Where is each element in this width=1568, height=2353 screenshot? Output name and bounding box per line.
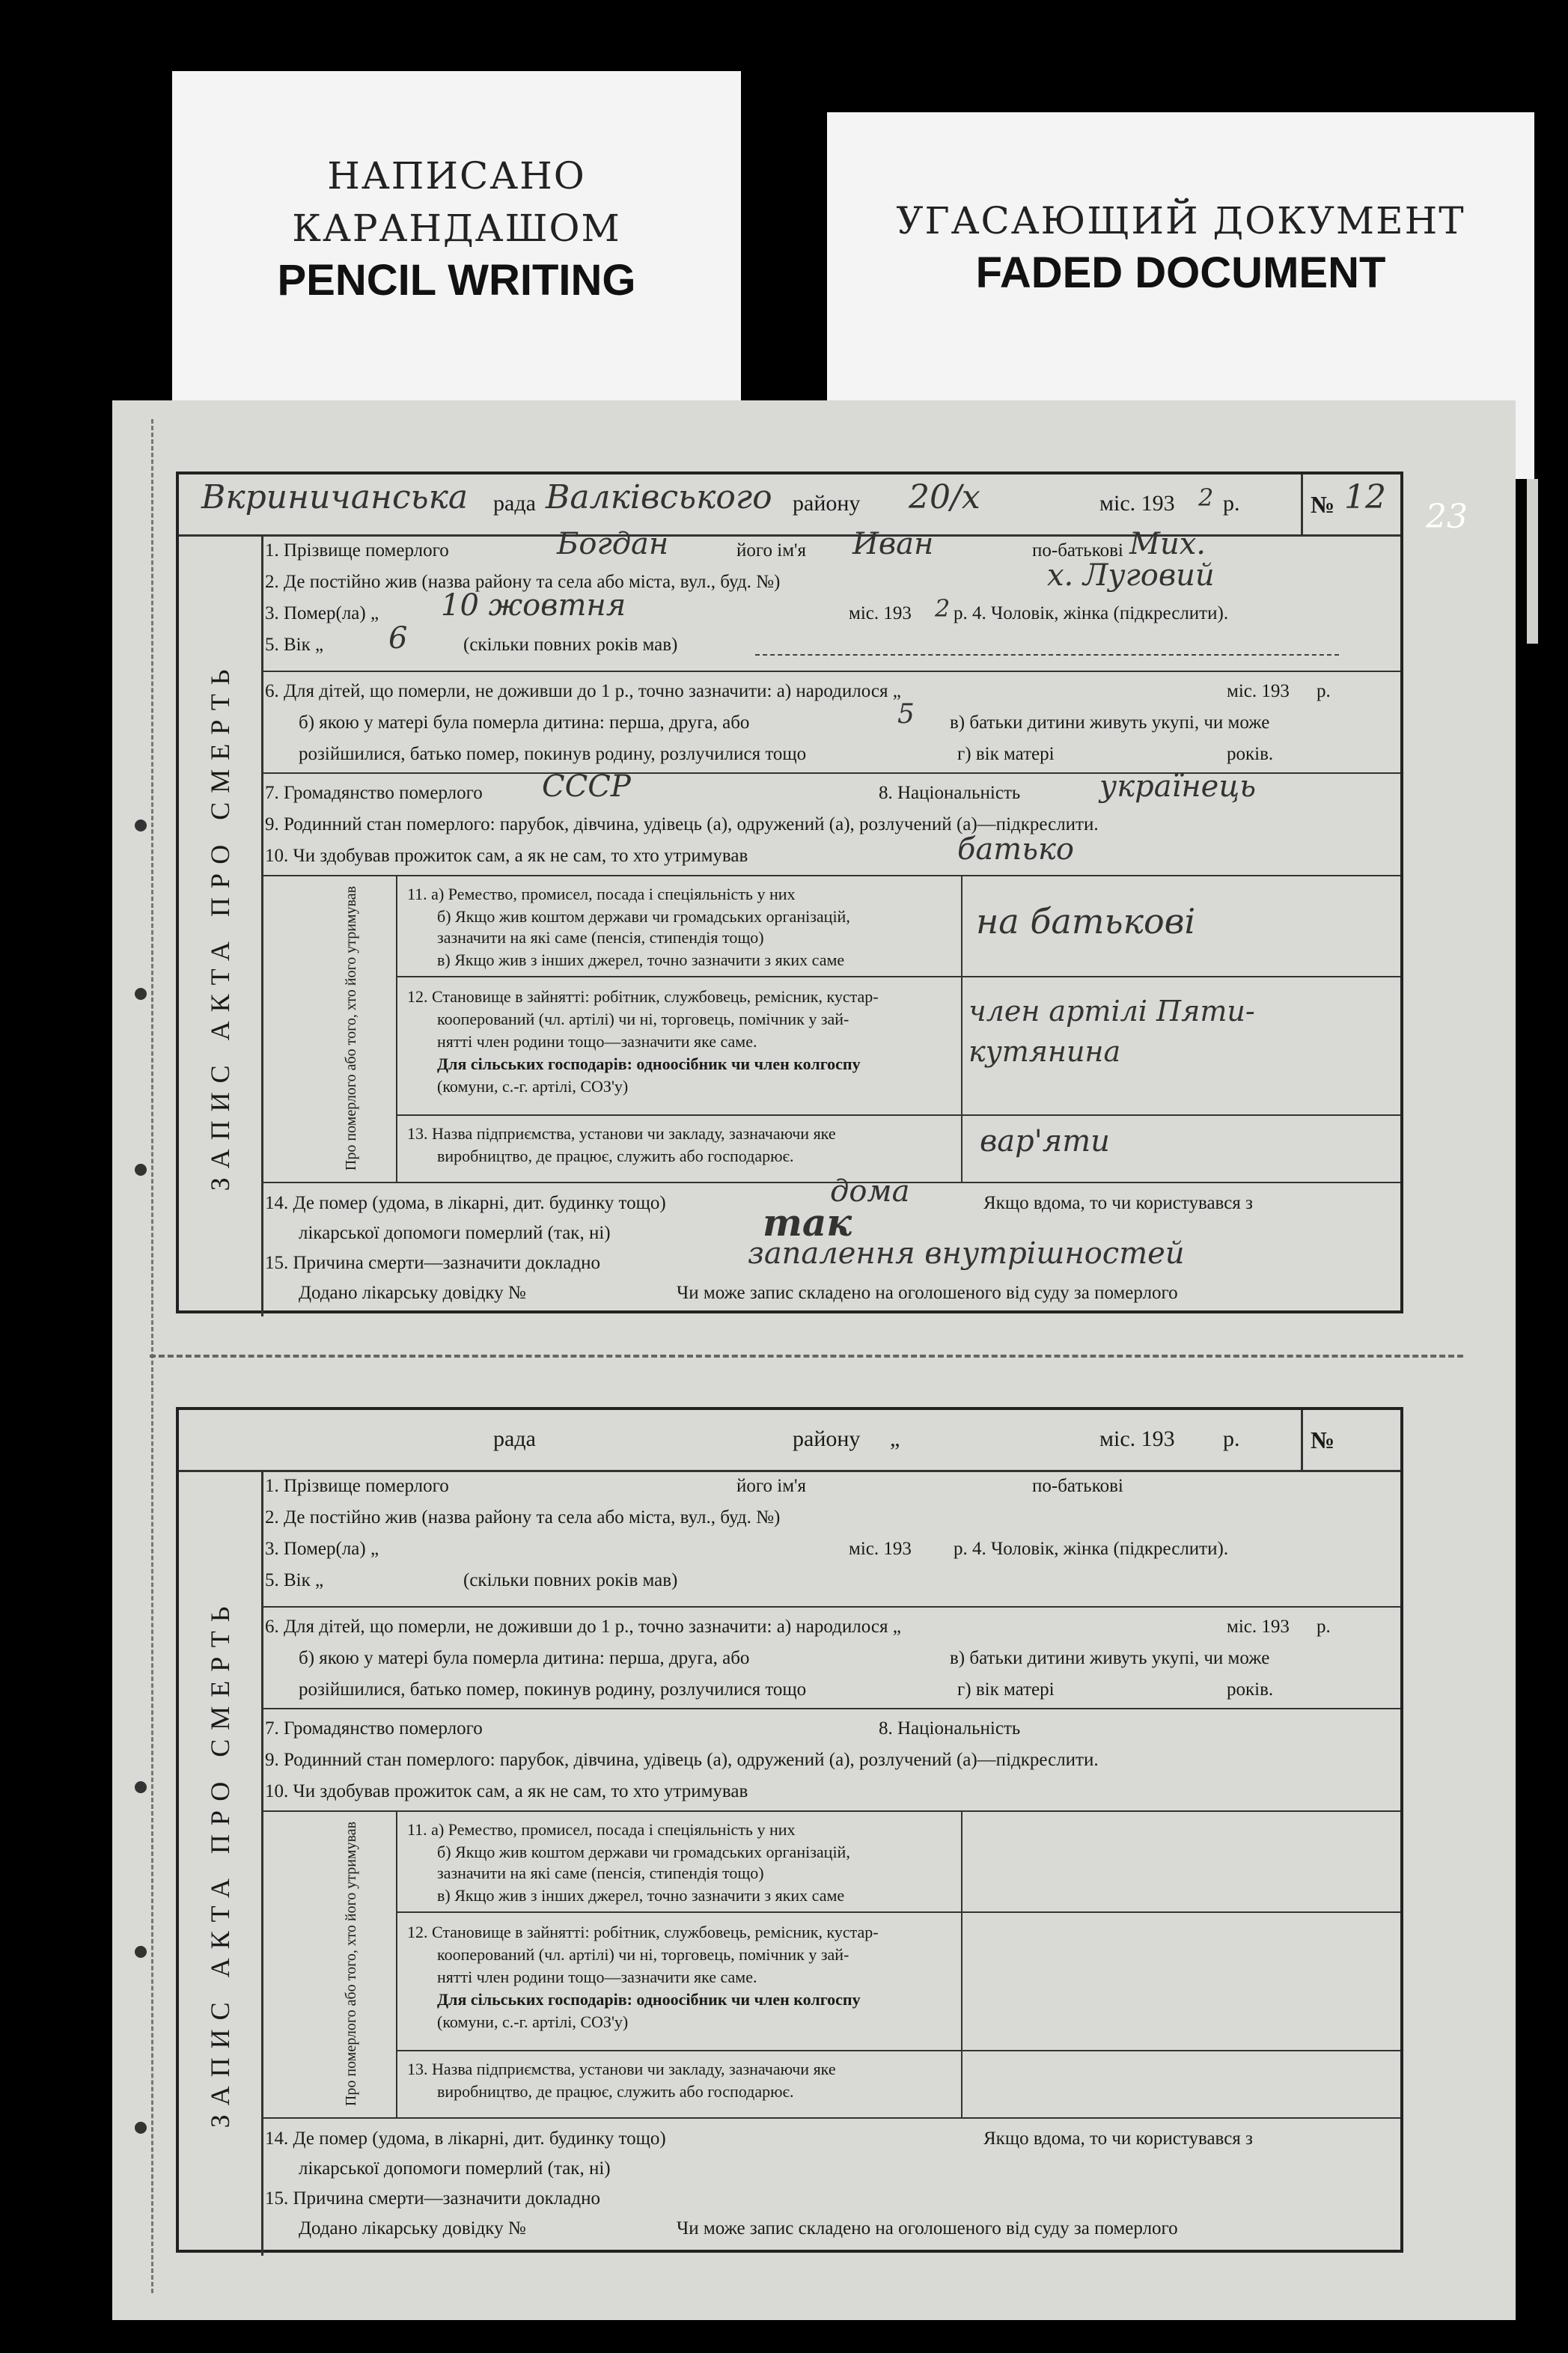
line14b-label: Якщо вдома, то чи користувався з — [983, 2128, 1253, 2149]
line5-blank — [755, 654, 1339, 656]
month-label: міс. 193 — [1099, 1426, 1175, 1451]
died-year-digit: 2 — [935, 594, 951, 623]
rayon-value: Валківського — [546, 478, 772, 516]
card-pencil-ru-line2: КАРАНДАШОМ — [292, 207, 621, 250]
line12b: кооперований (чл. артілі) чи ні, торговець, помічник у зай- — [437, 1010, 849, 1028]
line11d: в) Якщо жив з інших джерел, точно зазначити з яких саме — [437, 1886, 845, 1905]
line1-label: 1. Прізвище померлого — [265, 1476, 449, 1496]
divider — [396, 2050, 1400, 2051]
line15-label: 15. Причина смерти—зазначити докладно — [265, 2188, 600, 2209]
surname-value: Богдан — [557, 527, 669, 561]
line11a: 11. а) Ремество, промисел, посада і спеціяльність у них — [407, 885, 796, 903]
line12d: Для сільських господарів: одноосібник чи член колгоспу — [437, 1055, 861, 1073]
day-quote: „ — [890, 1426, 900, 1451]
side-mark: 23 — [1426, 498, 1468, 536]
death-record-form-bottom — [176, 1407, 1403, 2253]
field11-value: на батькові — [976, 901, 1196, 941]
rada-value: Вкриничанська — [201, 478, 469, 516]
divider — [961, 875, 963, 1182]
line5-label: 5. Вік „ — [265, 635, 324, 655]
subsection-label: Про померлого або того, хто його утримував — [343, 885, 359, 1171]
line3-month-label: міс. 193 — [849, 603, 912, 623]
line16-label: Додано лікарську довідку № — [299, 2218, 526, 2238]
line7-label: 7. Громадянство померлого — [265, 1718, 483, 1739]
subsection-vertical — [306, 1810, 396, 2117]
line9-label: 9. Родинний стан померлого: парубок, дівчина, удівець (а), одружений (а), розлучений (а)—підкреслити. — [265, 814, 1099, 834]
divider — [396, 1810, 397, 2117]
line14-label: 14. Де помер (удома, в лікарні, дит. будинку тощо) — [265, 1193, 666, 1213]
line6e-label: г) вік матері — [957, 1679, 1055, 1700]
line8-label: 8. Національність — [879, 783, 1021, 803]
line12d: Для сільських господарів: одноосібник чи член колгоспу — [437, 1990, 861, 2009]
line14c-label: лікарської допомоги померлий (так, ні) — [299, 1223, 611, 1243]
line12a: 12. Становище в зайнятті: робітник, службовець, ремісник, кустар- — [407, 1923, 879, 1941]
line6f-label: років. — [1227, 1679, 1274, 1700]
died-date-value: 10 жовтня — [441, 588, 626, 623]
line6b-label: б) якою у матері була померла дитина: перша, друга, або — [299, 712, 750, 733]
card-pencil-en: PENCIL WRITING — [277, 256, 636, 305]
field14b-value: так — [763, 1200, 852, 1245]
line3-sex-label: р. 4. Чоловік, жінка (підкреслити). — [954, 603, 1229, 623]
punch-hole — [135, 820, 147, 831]
age-value: 6 — [388, 621, 408, 656]
rada-label: рада — [493, 491, 536, 516]
line12c: нятті член родини тощо—зазначити яке саме. — [437, 1032, 757, 1051]
line3-sex-label: р. 4. Чоловік, жінка (підкреслити). — [954, 1539, 1229, 1559]
day-value: 20/х — [909, 478, 980, 516]
line1-patronymic-label: по-батькові — [1032, 1476, 1123, 1496]
subsection-vertical — [306, 875, 396, 1182]
supporter-value: батько — [957, 832, 1074, 867]
line6f-label: років. — [1227, 744, 1274, 764]
line6-label: 6. Для дітей, що померли, не доживши до 1 р., точно зазначити: а) народилося „ — [265, 681, 901, 701]
line12b: кооперований (чл. артілі) чи ні, торговець, помічник у зай- — [437, 1945, 849, 1964]
form-header — [179, 474, 1400, 537]
line6-month: міс. 193 — [1227, 681, 1290, 701]
line3-label: 3. Помер(ла) „ — [265, 603, 379, 623]
rayon-label: району — [793, 1426, 861, 1451]
line12e: (комуни, с.-г. артілі, СОЗ'у) — [437, 1077, 629, 1096]
divider — [261, 1606, 1400, 1608]
line11b: б) Якщо жив коштом держави чи громадських організацій, — [437, 1843, 850, 1861]
divider — [961, 1810, 963, 2117]
card-faded-en: FADED DOCUMENT — [975, 248, 1386, 297]
line11c: зазначити на які саме (пенсія, стипендія тощо) — [437, 1864, 764, 1882]
line11a: 11. а) Ремество, промисел, посада і спеціяльність у них — [407, 1820, 796, 1839]
month-label: міс. 193 — [1099, 491, 1175, 516]
line1-label: 1. Прізвище померлого — [265, 540, 449, 561]
line1-patronymic-label: по-батькові — [1032, 540, 1123, 561]
card-pencil-ru-line1: НАПИСАНО — [327, 154, 586, 198]
year-suffix: р. — [1223, 491, 1240, 516]
card-faded-ru: УГАСАЮЩИЙ ДОКУМЕНТ — [896, 199, 1465, 242]
line5-label: 5. Вік „ — [265, 1570, 324, 1590]
form-title-text: ЗАПИС АКТА ПРО СМЕРТЬ — [205, 660, 235, 1191]
line6c-label: в) батьки дитини живуть укупі, чи може — [950, 712, 1270, 733]
divider — [396, 1911, 1400, 1913]
line12a: 12. Становище в зайнятті: робітник, службовець, ремісник, кустар- — [407, 987, 879, 1006]
pencil-writing-card — [172, 71, 741, 430]
divider — [261, 1708, 1400, 1709]
punch-hole — [135, 1781, 147, 1793]
line5-note: (скільки повних років мав) — [463, 635, 678, 655]
line14b-label: Якщо вдома, то чи користувався з — [983, 1193, 1253, 1213]
divider — [396, 976, 1400, 977]
line13b: виробництво, де працює, служить або господарює. — [437, 2082, 794, 2101]
line6e-label: г) вік матері — [957, 744, 1055, 764]
line11d: в) Якщо жив з інших джерел, точно зазначити з яких саме — [437, 950, 845, 969]
line6-label: 6. Для дітей, що померли, не доживши до 1 р., точно зазначити: а) народилося „ — [265, 1617, 901, 1637]
nationality-value: українець — [1099, 769, 1257, 804]
line6d-label: розійшилися, батько помер, покинув родину, розлучилися тощо — [299, 1679, 807, 1700]
rada-label: рада — [493, 1426, 536, 1451]
form-title-vertical — [179, 534, 263, 1316]
line3-label: 3. Помер(ла) „ — [265, 1539, 379, 1559]
line13a: 13. Назва підприємства, установи чи закладу, зазначаючи яке — [407, 2060, 836, 2078]
field12-value: член артілі Пяти- кутянина — [968, 995, 1255, 1068]
punch-hole — [135, 1164, 147, 1176]
number-label: № — [1311, 491, 1335, 518]
line8-label: 8. Національність — [879, 1718, 1021, 1739]
line6d-label: розійшилися, батько помер, покинув родину, розлучилися тощо — [299, 744, 807, 764]
line2-label: 2. Де постійно жив (назва району та села або міста, вул., буд. №) — [265, 1507, 781, 1528]
divider — [261, 1810, 1400, 1812]
line13b: виробництво, де працює, служить або господарює. — [437, 1147, 794, 1165]
rayon-label: району — [793, 491, 861, 516]
line6c-label: в) батьки дитини живуть укупі, чи може — [950, 1648, 1270, 1668]
divider — [396, 875, 397, 1182]
punch-hole — [135, 1946, 147, 1958]
line6-year: р. — [1317, 1617, 1331, 1637]
field14-value: дома — [830, 1174, 910, 1209]
form-title-vertical — [179, 1470, 263, 2256]
line10-label: 10. Чи здобував прожиток сам, а як не сам, то хто утримував — [265, 1781, 748, 1801]
line5-note: (скільки повних років мав) — [463, 1570, 678, 1590]
line16b-label: Чи може запис складено на оголошеного від суду за померлого — [677, 1283, 1178, 1303]
line12e: (комуни, с.-г. артілі, СОЗ'у) — [437, 2012, 629, 2031]
line12c: нятті член родини тощо—зазначити яке саме. — [437, 1968, 757, 1986]
year-digit: 2 — [1198, 483, 1214, 512]
line3-month-label: міс. 193 — [849, 1539, 912, 1559]
line6-year: р. — [1317, 681, 1331, 701]
punch-hole — [135, 2122, 147, 2134]
record-number-box — [1301, 1410, 1400, 1470]
form-title-text: ЗАПИС АКТА ПРО СМЕРТЬ — [205, 1597, 235, 2128]
record-number: 12 — [1344, 478, 1386, 516]
line13a: 13. Назва підприємства, установи чи закладу, зазначаючи яке — [407, 1124, 836, 1143]
line14-label: 14. Де помер (удома, в лікарні, дит. будинку тощо) — [265, 2128, 666, 2149]
patronymic-value: Мих. — [1129, 527, 1206, 561]
divider — [261, 2117, 1400, 2119]
line1-name-label: його ім'я — [736, 1476, 807, 1496]
line6b-label: б) якою у матері була померла дитина: перша, друга, або — [299, 1648, 750, 1668]
line7-label: 7. Громадянство померлого — [265, 783, 483, 803]
perforation-middle — [150, 1355, 1463, 1358]
citizenship-value: СССР — [542, 769, 631, 804]
line2-label: 2. Де постійно жив (назва району та села або міста, вул., буд. №) — [265, 572, 781, 592]
punch-hole — [135, 988, 147, 1000]
record-number-box — [1301, 474, 1400, 534]
divider — [261, 875, 1400, 876]
line15-label: 15. Причина смерти—зазначити докладно — [265, 1253, 600, 1273]
field13-value: вар'яти — [980, 1124, 1110, 1159]
subsection-label: Про померлого або того, хто його утримував — [343, 1821, 359, 2107]
line9-label: 9. Родинний стан померлого: парубок, дівчина, удівець (а), одружений (а), розлучений (а)—підкреслити. — [265, 1750, 1099, 1770]
line1-name-label: його ім'я — [736, 540, 807, 561]
field15-value: запалення внутрішностей — [748, 1236, 1185, 1271]
line11b: б) Якщо жив коштом держави чи громадських організацій, — [437, 907, 850, 926]
number-label: № — [1311, 1426, 1335, 1453]
divider — [261, 671, 1400, 672]
sheet-edge — [1527, 479, 1538, 644]
line14c-label: лікарської допомоги померлий (так, ні) — [299, 2158, 611, 2179]
line6-month: міс. 193 — [1227, 1617, 1290, 1637]
name-value: Иван — [852, 527, 934, 561]
line16-label: Додано лікарську довідку № — [299, 1283, 526, 1303]
year-suffix: р. — [1223, 1426, 1240, 1451]
residence-value: х. Луговий — [1047, 558, 1215, 593]
child-order-value: 5 — [897, 699, 915, 730]
line16b-label: Чи може запис складено на оголошеного від суду за померлого — [677, 2218, 1178, 2238]
line10-label: 10. Чи здобував прожиток сам, а як не сам, то хто утримував — [265, 846, 748, 866]
divider — [396, 1114, 1400, 1116]
form-header — [179, 1410, 1400, 1472]
line11c: зазначити на які саме (пенсія, стипендія тощо) — [437, 928, 764, 947]
death-record-form-top — [176, 471, 1403, 1313]
